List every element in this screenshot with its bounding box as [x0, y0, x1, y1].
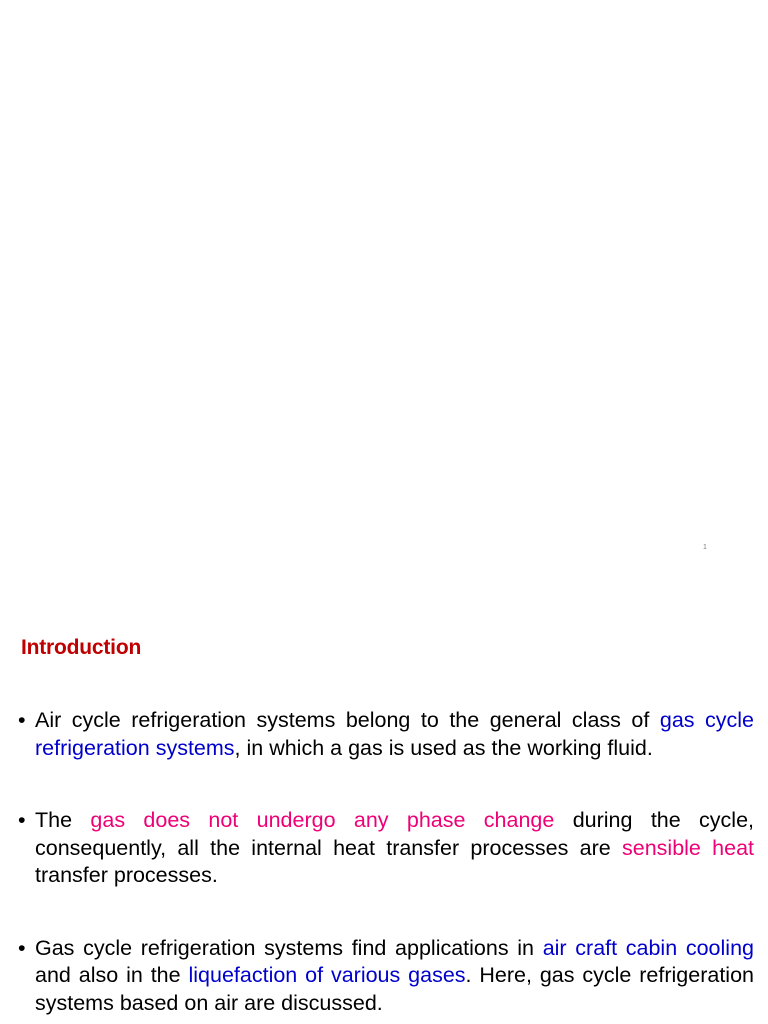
bullet-dot: • [18, 708, 26, 732]
highlight-term: gas cycle refrigeration systems [35, 708, 755, 760]
bullet-dot: • [18, 808, 26, 832]
bullet-item [18, 935, 754, 1018]
bullet-text: Gas cycle refrigeration systems find applications in [35, 935, 543, 960]
bullet-item [18, 807, 754, 890]
highlight-term: air craft cabin cooling [542, 935, 754, 960]
bullet-text: The [35, 808, 91, 832]
bullet-text: transfer processes. [35, 863, 218, 887]
bullet-dot: • [18, 935, 26, 960]
bullet-text: during the cycle, consequently, all the internal heat transfer processes are [35, 808, 755, 860]
bullet-list [18, 707, 754, 1017]
highlight-term: sensible heat [622, 835, 755, 860]
page-number: 1 [703, 544, 707, 551]
bullet-text: . Here, gas cycle refrigeration systems based on air are discussed. [35, 963, 754, 1015]
bullet-text: Air cycle refrigeration systems belong to the general class of [35, 708, 660, 732]
bullet-text: and also in the [35, 963, 189, 987]
bullet-item [18, 707, 754, 762]
highlight-term: liquefaction of various gases [188, 963, 466, 987]
bullet-text: , in which a gas is used as the working fluid. [234, 735, 653, 760]
highlight-term: gas does not undergo any phase change [90, 808, 555, 832]
section-heading: Introduction [21, 636, 142, 659]
